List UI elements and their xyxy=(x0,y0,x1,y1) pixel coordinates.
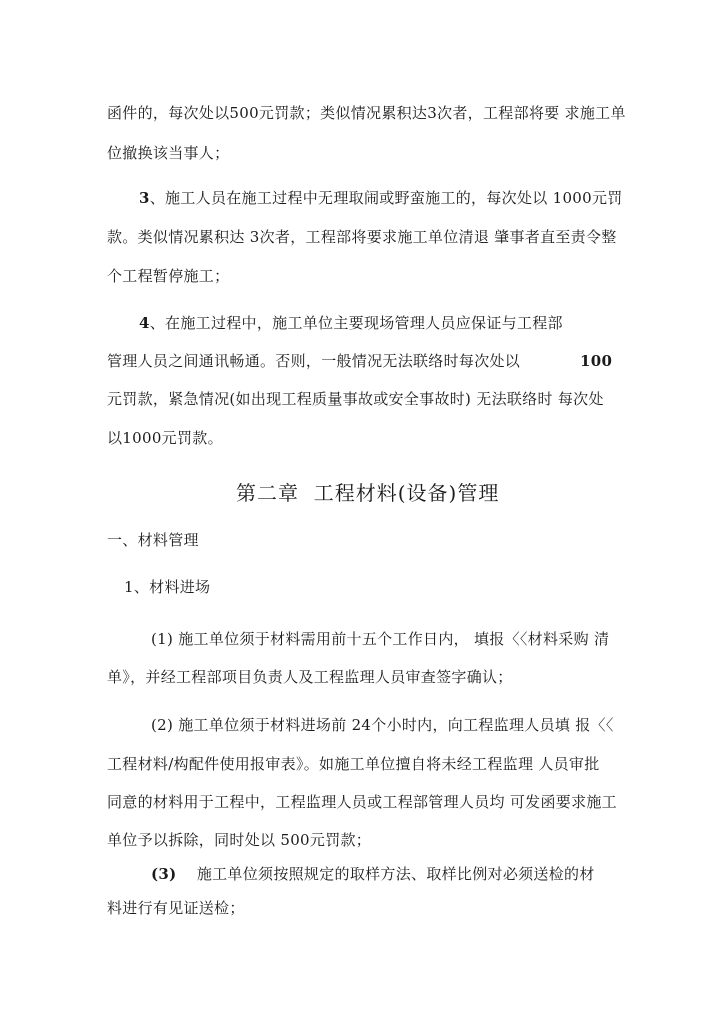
paragraph-line: 工程材料/构配件使用报审表》。如施工单位擅自将未经工程监理 人员审批 xyxy=(107,755,600,773)
paragraph-line: 款。类似情况累积达 3次者，工程部将要求施工单位清退 肇事者直至责令整 xyxy=(107,228,617,246)
paragraph-line xyxy=(139,188,623,208)
paragraph-line: 管理人员之间通讯畅通。否则，一般情况无法联络时每次处以 xyxy=(107,352,521,370)
item-number: (3) xyxy=(151,865,177,883)
paragraph-line: 个工程暂停施工； xyxy=(107,267,230,285)
item-text: 、在施工过程中，施工单位主要现场管理人员应保证与工程部 xyxy=(149,314,563,332)
item-number: 3 xyxy=(139,189,150,207)
paragraph-line: 以1000元罚款。 xyxy=(107,429,223,447)
item-text: 施工单位须按照规定的取样方法、取样比例对必须送检的材 xyxy=(196,865,595,883)
paragraph-line: (1) 施工单位须于材料需用前十五个工作日内， 填报〈〈材料采购 清 xyxy=(151,630,610,648)
paragraph-line xyxy=(151,864,595,884)
paragraph-line: 单位予以拆除，同时处以 500元罚款； xyxy=(107,831,372,849)
item-text: 、施工人员在施工过程中无理取闹或野蛮施工的，每次处以 1000元罚 xyxy=(149,189,623,207)
section-heading: 一、材料管理 xyxy=(107,531,199,549)
paragraph-line xyxy=(139,313,563,333)
paragraph-line: 位撤换该当事人； xyxy=(107,144,230,162)
paragraph-line: 单》，并经工程部项目负责人及工程监理人员审查签字确认； xyxy=(107,668,513,686)
amount-value: 100 xyxy=(580,352,613,370)
paragraph-line: 料进行有见证送检； xyxy=(107,899,245,917)
paragraph-line: 元罚款，紧急情况(如出现工程质量事故或安全事故时) 无法联络时 每次处 xyxy=(107,390,604,408)
chapter-title: 第二章 工程材料(设备)管理 xyxy=(236,481,500,505)
paragraph-line: 同意的材料用于工程中，工程监理人员或工程部管理人员均 可发函要求施工 xyxy=(107,793,617,811)
item-number: 4 xyxy=(139,314,150,332)
paragraph-line: 函件的，每次处以500元罚款；类似情况累积达3次者，工程部将要 求施工单 xyxy=(107,104,626,122)
subsection-heading: 1、材料进场 xyxy=(124,578,211,596)
paragraph-line: (2) 施工单位须于材料进场前 24个小时内，向工程监理人员填 报〈〈 xyxy=(151,716,614,734)
